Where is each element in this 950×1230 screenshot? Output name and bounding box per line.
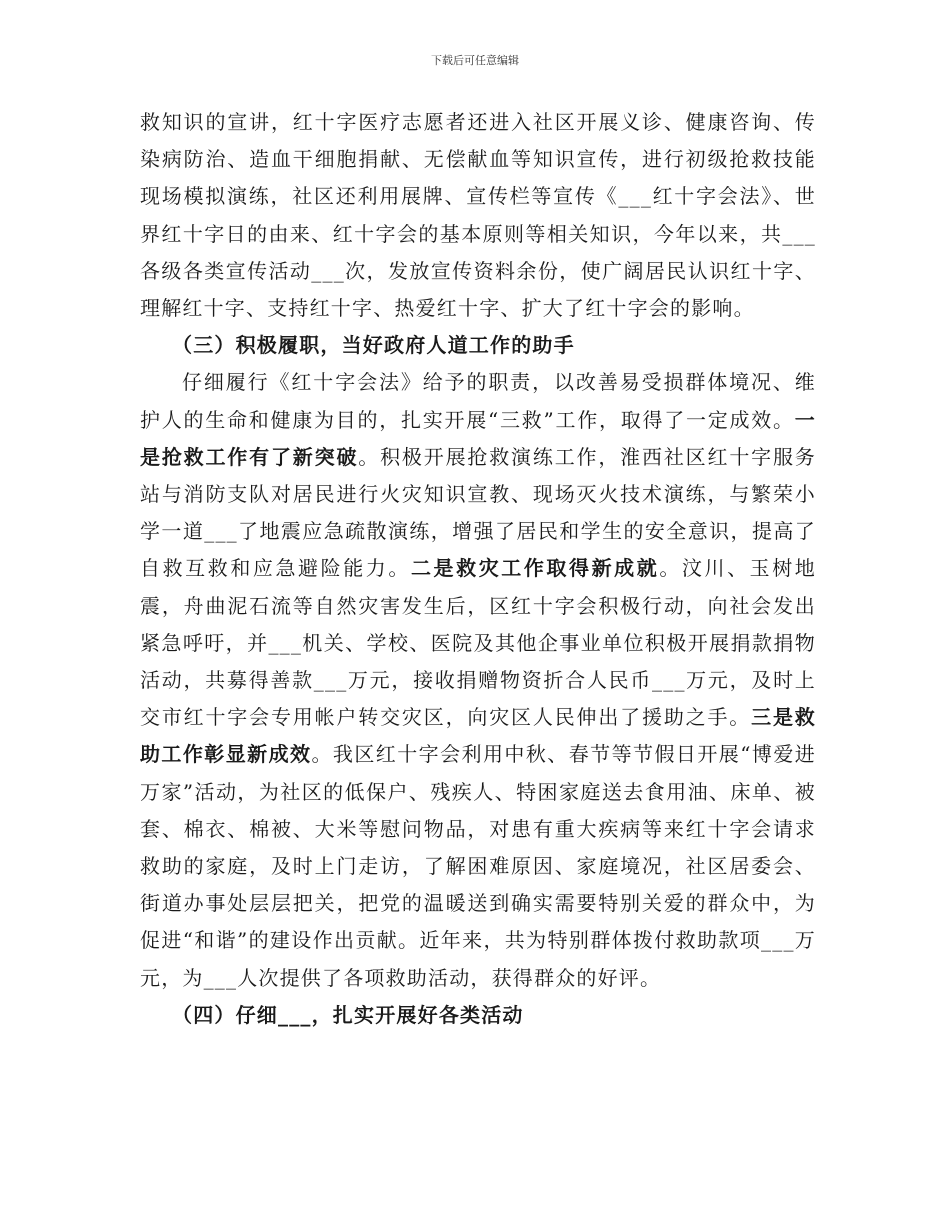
paragraph-publicity: 救知识的宣讲，红十字医疗志愿者还进入社区开展义诊、健康咨询、传染病防治、造血干细胞捐献、无偿献血等知识宣传，进行初级抢救技能现场模拟演练，社区还利用展牌、宣传栏等宣传《___红十字会法》、世界红十字日的由来、红十字会的基本原则等相关知识，今年以来，共___各级各类宣传活动___次，发放宣传资料余份，使广阔居民认识红十字、理解红十字、支持红十字、热爱红十字、扩大了红十字会的影响。 (140, 110, 816, 321)
document-body (140, 104, 816, 1034)
section-heading-3: （三）积极履职，当好政府人道工作的助手 (172, 333, 575, 358)
bold-lead-rescue: 一是抢救工作有了新突破 (140, 407, 816, 469)
page-header: 下载后可任意编辑 (431, 54, 519, 67)
section-heading-4: （四）仔细___，扎实开展好各类活动 (172, 1002, 524, 1027)
bold-lead-disaster-relief: 二是救灾工作取得新成就 (410, 556, 660, 581)
paragraph-text: 仔细履行《红十字会法》给予的职责，以改善易受损群体境况、维护人的生命和健康为目的，扎实开展“三救”工作，取得了一定成效。 (140, 370, 816, 432)
paragraph-text: 。积极开展抢救演练工作，淮西社区红十字服务站与消防支队对居民进行火灾知识宣教、现场灭火技术演练，与繁荣小学一道___了地震应急疏散演练，增强了居民和学生的安全意识，提高了自救互救和应急避险能力。 (140, 444, 816, 581)
paragraph-text: 。我区红十字会利用中秋、春节等节假日开展“博爱进万家”活动，为社区的低保户、残疾人、特困家庭送去食用油、床单、被套、棉衣、棉被、大米等慰问物品，对患有重大疾病等来红十字会请求救助的家庭，及时上门走访，了解困难原因、家庭境况，社区居委会、街道办事处层层把关，把党的温暖送到确实需要特别关爱的群众中，为促进“和谐”的建设作出贡献。近年来，共为特别群体拨付救助款项___万元，为___人次提供了各项救助活动，获得群众的好评。 (140, 742, 816, 990)
paragraph-text: 。汶川、玉树地震，舟曲泥石流等自然灾害发生后，区红十字会积极行动，向社会发出紧急呼吁，并___机关、学校、医院及其他企事业单位积极开展捐款捐物活动，共募得善款___万元，接收捐赠物资折合人民币___万元，及时上交市红十字会专用帐户转交灾区，向灾区人民伸出了援助之手。 (140, 556, 817, 730)
bold-lead-assistance: 三是救助工作彰显新成效 (140, 705, 816, 767)
paragraph-three-rescues (140, 364, 816, 996)
